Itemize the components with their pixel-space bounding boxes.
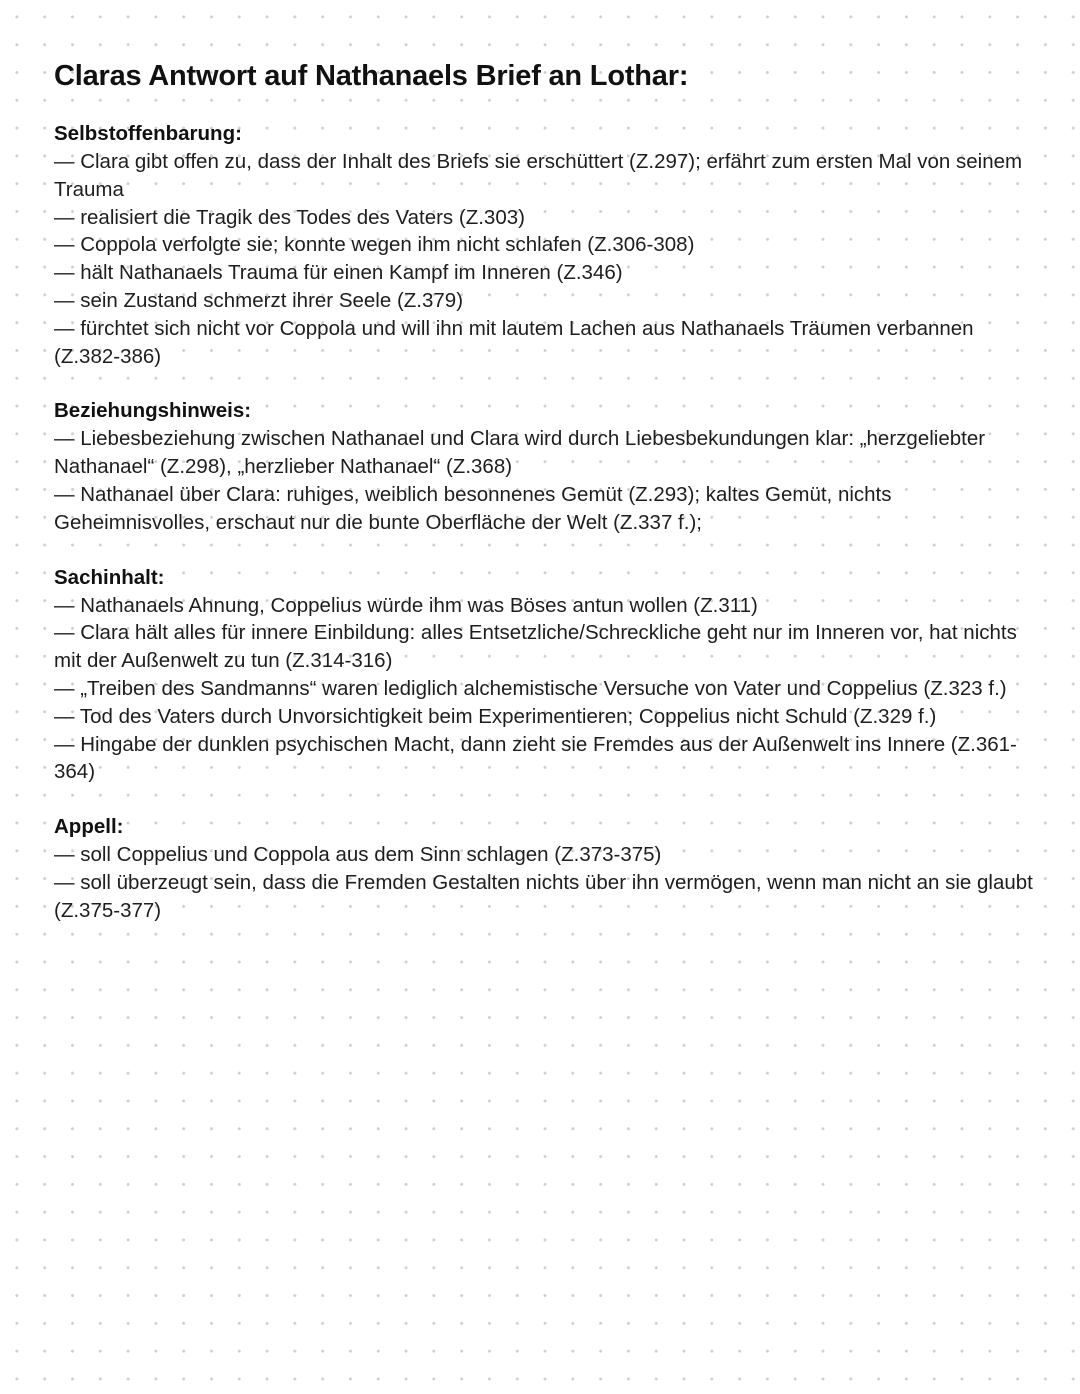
list-item: — Nathanael über Clara: ruhiges, weiblich besonnenes Gemüt (Z.293); kaltes Gemüt, nichts Geheimnisvolles, erschaut nur die bunte Oberfläche der Welt (Z.337 f.); (54, 482, 892, 534)
document-page (54, 56, 1034, 952)
document-title: Claras Antwort auf Nathanaels Brief an Lothar: (54, 60, 689, 92)
section-beziehungshinweis (54, 397, 1034, 536)
list-item: — realisiert die Tragik des Todes des Vaters (Z.303) (54, 205, 525, 229)
list-item: — Nathanaels Ahnung, Coppelius würde ihm was Böses antun wollen (Z.311) (54, 593, 758, 617)
list-item: — „Treiben des Sandmanns“ waren lediglich alchemistische Versuche von Vater und Coppelius (Z.323 f.) (54, 676, 1007, 700)
list-item: — Hingabe der dunklen psychischen Macht, dann zieht sie Fremdes aus der Außenwelt ins Innere (Z.361-364) (54, 732, 1017, 784)
list-item: — soll überzeugt sein, dass die Fremden Gestalten nichts über ihn vermögen, wenn man nicht an sie glaubt (Z.375-377) (54, 870, 1033, 922)
section-appell (54, 813, 1034, 924)
list-item: — Clara hält alles für innere Einbildung: alles Entsetzliche/Schreckliche geht nur im Inneren vor, hat nichts mit der Außenwelt zu tun (Z.314-316) (54, 621, 1017, 673)
section-heading: Appell: (54, 815, 124, 839)
list-item: — Coppola verfolgte sie; konnte wegen ihm nicht schlafen (Z.306-308) (54, 233, 695, 257)
section-sachinhalt (54, 564, 1034, 787)
list-item: — hält Nathanaels Trauma für einen Kampf im Inneren (Z.346) (54, 261, 623, 285)
list-item: — fürchtet sich nicht vor Coppola und will ihn mit lautem Lachen aus Nathanaels Träumen verbannen (Z.382-386) (54, 316, 974, 368)
section-heading: Selbstoffenbarung: (54, 122, 242, 145)
list-item: — soll Coppelius und Coppola aus dem Sinn schlagen (Z.373-375) (54, 843, 662, 867)
section-heading: Sachinhalt: (54, 565, 165, 589)
list-item: — Clara gibt offen zu, dass der Inhalt des Briefs sie erschüttert (Z.297); erfährt zum ersten Mal von seinem Trauma (54, 150, 1023, 201)
list-item: — Tod des Vaters durch Unvorsichtigkeit beim Experimentieren; Coppelius nicht Schuld (Z.329 f.) (54, 704, 937, 728)
section-heading: Beziehungshinweis: (54, 399, 252, 423)
list-item: — Liebesbeziehung zwischen Nathanael und Clara wird durch Liebesbekundungen klar: „herzgeliebter Nathanael“ (Z.298), „herzlieber Nathanael“ (Z.368) (54, 427, 986, 479)
section-selbstoffenbarung (54, 120, 1034, 370)
list-item: — sein Zustand schmerzt ihrer Seele (Z.379) (54, 288, 464, 312)
